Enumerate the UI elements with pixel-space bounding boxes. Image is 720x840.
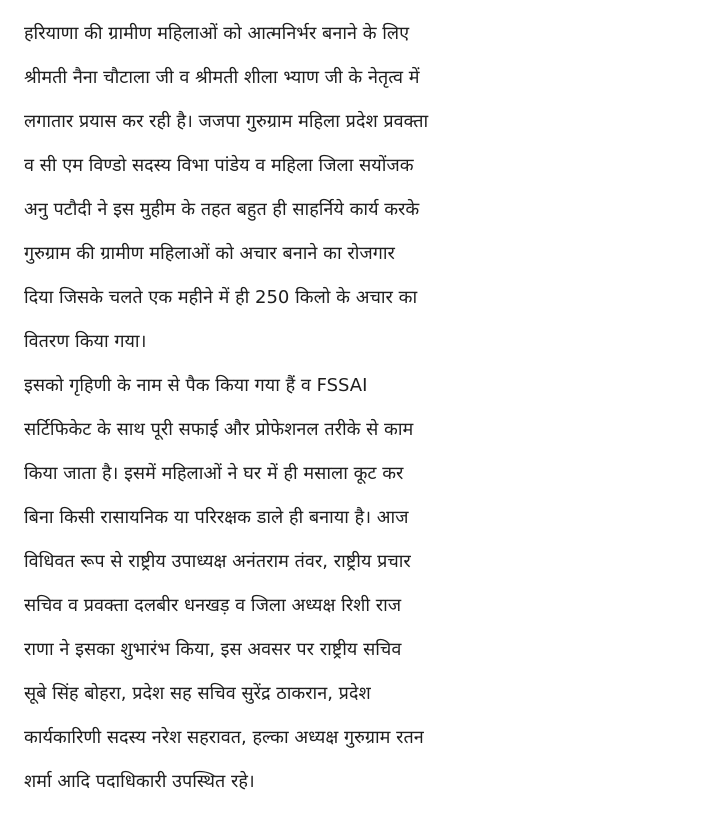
text-line: सचिव व प्रवक्ता दलबीर धनखड़ व जिला अध्यक्ष रिशी राज xyxy=(24,595,402,616)
text-line: विधिवत रूप से राष्ट्रीय उपाध्यक्ष अनंतराम तंवर, राष्ट्रीय प्रचार xyxy=(24,551,411,572)
text-line: व सी एम विण्डो सदस्य विभा पांडेय व महिला जिला सयोंजक xyxy=(24,155,414,176)
text-line: किया जाता है। इसमें महिलाओं ने घर में ही मसाला कूट कर xyxy=(24,463,404,484)
text-line: वितरण किया गया। xyxy=(24,331,147,352)
text-line: कार्यकारिणी सदस्य नरेश सहरावत, हल्का अध्यक्ष गुरुग्राम रतन xyxy=(24,727,424,748)
text-line: बिना किसी रासायनिक या परिरक्षक डाले ही बनाया है। आज xyxy=(24,507,409,528)
text-line: सर्टिफिकेट के साथ पूरी सफाई और प्रोफेशनल तरीके से काम xyxy=(24,419,414,440)
text-line: हरियाणा की ग्रामीण महिलाओं को आत्मनिर्भर बनाने के लिए xyxy=(24,23,410,44)
text-line: सूबे सिंह बोहरा, प्रदेश सह सचिव सुरेंद्र ठाकरान, प्रदेश xyxy=(24,683,371,704)
text-line: दिया जिसके चलते एक महीने में ही 250 किलो के अचार का xyxy=(24,287,418,308)
text-line: श्रीमती नैना चौटाला जी व श्रीमती शीला भ्याण जी के नेतृत्व में xyxy=(24,67,420,88)
text-line: राणा ने इसका शुभारंभ किया, इस अवसर पर राष्ट्रीय सचिव xyxy=(24,639,402,660)
article-text xyxy=(24,12,714,804)
text-line: गुरुग्राम की ग्रामीण महिलाओं को अचार बनाने का रोजगार xyxy=(24,243,395,264)
text-line: लगातार प्रयास कर रही है। जजपा गुरुग्राम महिला प्रदेश प्रवक्ता xyxy=(24,111,429,132)
text-line: शर्मा आदि पदाधिकारी उपस्थित रहे। xyxy=(24,771,255,792)
text-line: इसको गृहिणी के नाम से पैक किया गया हैं व FSSAI xyxy=(24,375,368,396)
text-line: अनु पटौदी ने इस मुहीम के तहत बहुत ही साहर्निये कार्य करके xyxy=(24,199,420,220)
